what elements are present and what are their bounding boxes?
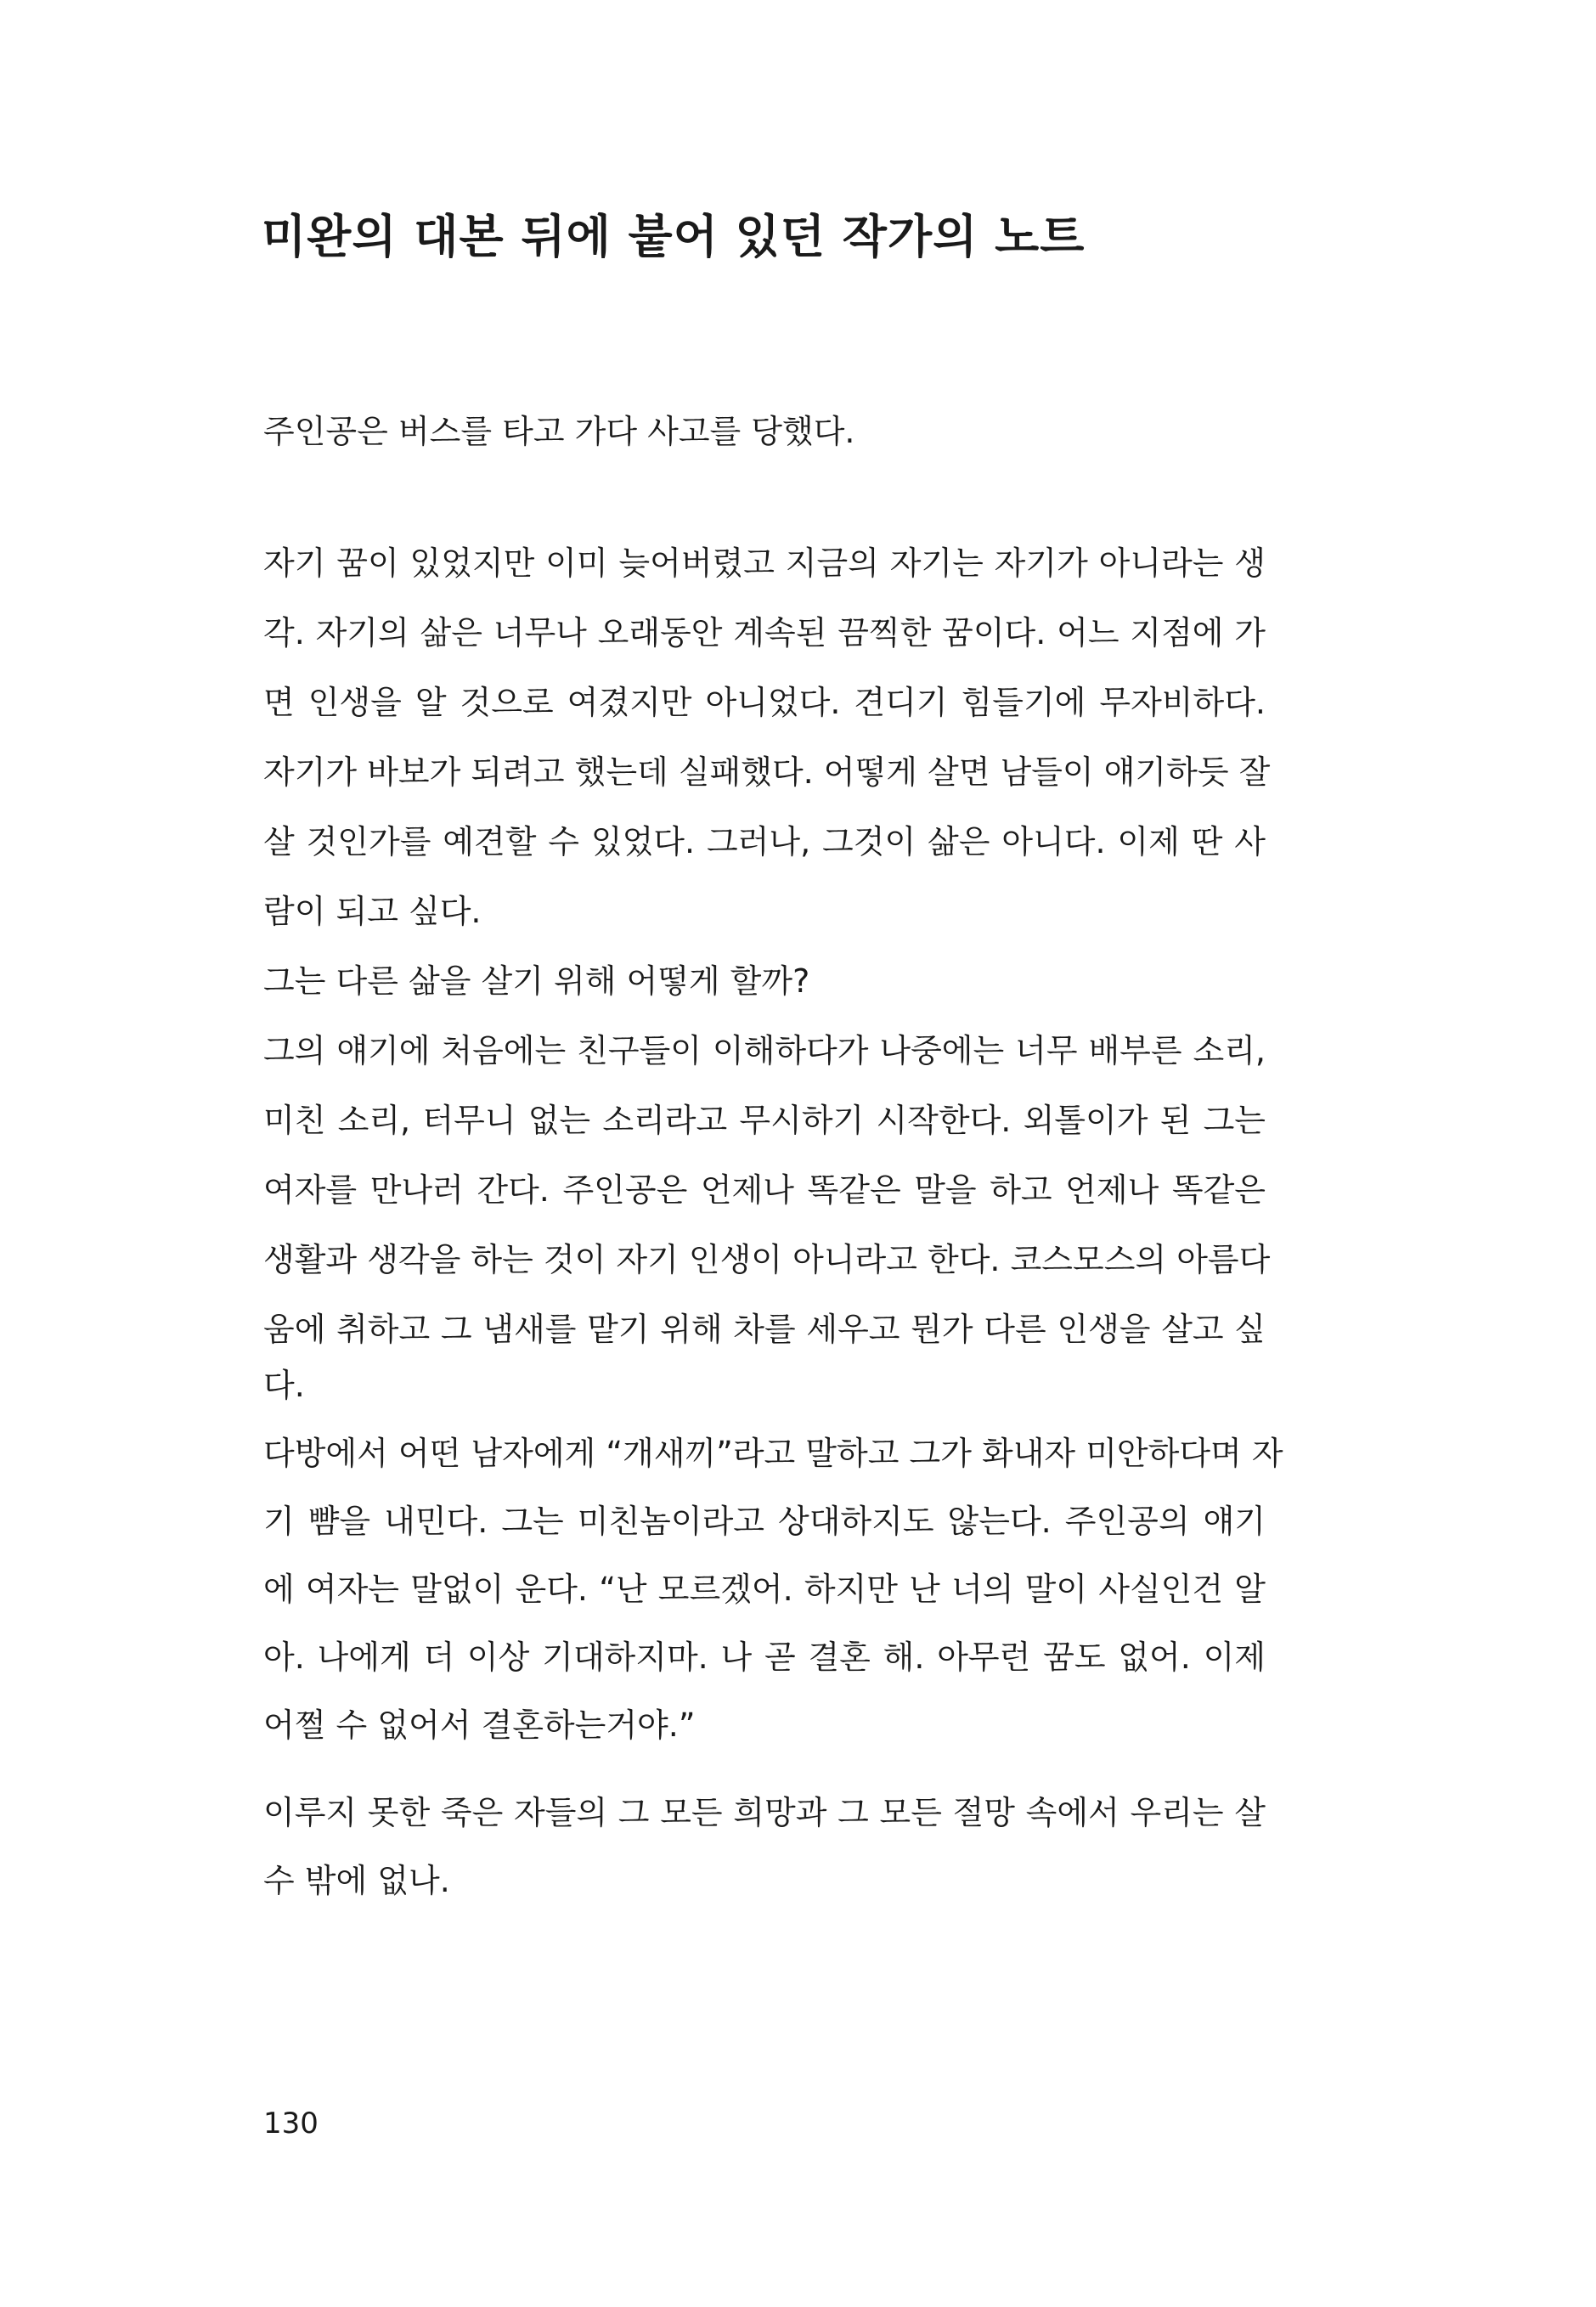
text-line: 각. 자기의 삶은 너무나 오래동안 계속된 끔찍한 꿈이다. 어느 지점에 가 xyxy=(263,614,1266,651)
page-title: 미완의 대본 뒤에 붙어 있던 작가의 노트 xyxy=(262,210,1086,263)
text-line: 다방에서 어떤 남자에게 “개새끼”라고 말하고 그가 화내자 미안하다며 자 xyxy=(263,1435,1283,1472)
text-line: 어쩔 수 없어서 결혼하는거야.” xyxy=(263,1706,696,1744)
text-line: 자기가 바보가 되려고 했는데 실패했다. 어떻게 살면 남들이 얘기하듯 잘 xyxy=(263,753,1271,791)
text-line: 다. xyxy=(263,1367,305,1404)
text-line: 살 것인가를 예견할 수 있었다. 그러나, 그것이 삶은 아니다. 이제 딴 사 xyxy=(263,823,1266,860)
text-line: 자기 꿈이 있었지만 이미 늦어버렸고 지금의 자기는 자기가 아니라는 생 xyxy=(263,544,1266,582)
text-line: 에 여자는 말없이 운다. “난 모르겠어. 하지만 난 너의 말이 사실인건 알 xyxy=(263,1571,1266,1608)
text-line: 생활과 생각을 하는 것이 자기 인생이 아니라고 한다. 코스모스의 아름다 xyxy=(263,1241,1271,1278)
text-line: 미친 소리, 터무니 없는 소리라고 무시하기 시작한다. 외톨이가 된 그는 xyxy=(263,1102,1266,1139)
text-line: 그의 얘기에 처음에는 친구들이 이해하다가 나중에는 너무 배부른 소리, xyxy=(263,1032,1266,1069)
text-line: 여자를 만나러 간다. 주인공은 언제나 똑같은 말을 하고 언제나 똑같은 xyxy=(263,1171,1266,1209)
text-line: 이루지 못한 죽은 자들의 그 모든 희망과 그 모든 절망 속에서 우리는 살 xyxy=(263,1794,1266,1831)
page-number: 130 xyxy=(263,2107,319,2141)
text-line: 수 밖에 없나. xyxy=(263,1862,450,1899)
text-line: 아. 나에게 더 이상 기대하지마. 나 곧 결혼 해. 아무런 꿈도 없어. 이제 xyxy=(263,1639,1266,1676)
text-line: 면 인생을 알 것으로 여겼지만 아니었다. 견디기 힘들기에 무자비하다. xyxy=(263,684,1266,721)
text-line: 주인공은 버스를 타고 가다 사고를 당했다. xyxy=(263,413,855,450)
text-line: 기 뺨을 내민다. 그는 미친놈이라고 상대하지도 않는다. 주인공의 얘기 xyxy=(263,1503,1266,1540)
text-line: 움에 취하고 그 냄새를 맡기 위해 차를 세우고 뭔가 다른 인생을 살고 싶 xyxy=(263,1311,1266,1348)
text-line: 그는 다른 삶을 살기 위해 어떻게 할까? xyxy=(263,962,810,1000)
text-line: 람이 되고 싶다. xyxy=(263,893,482,930)
